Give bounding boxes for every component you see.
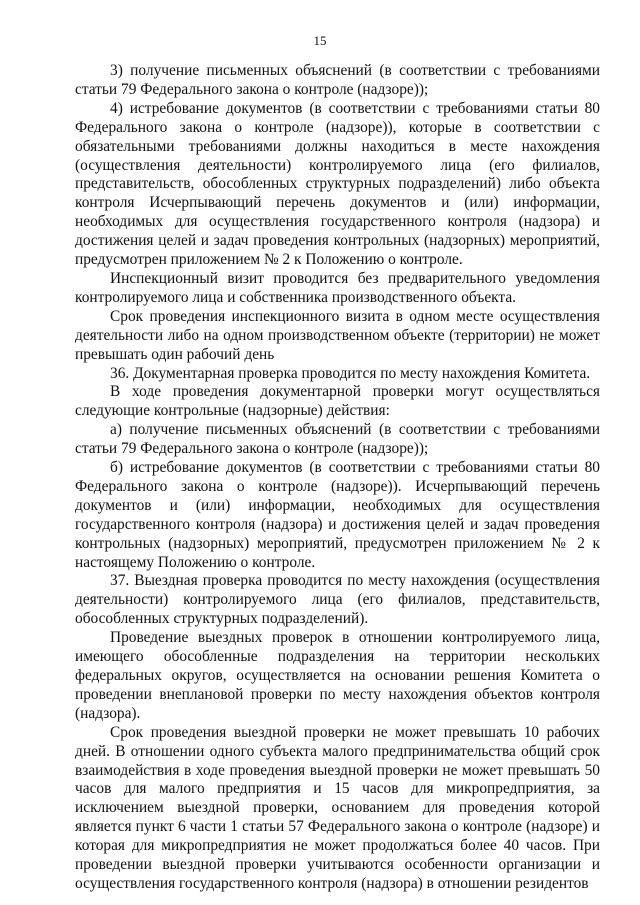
paragraph-item-3: 3) получение письменных объяснений (в соответствии с требованиями статьи 79 Федерального закона о контроле (надзоре)); <box>75 62 600 98</box>
paragraph-item-b: б) истребование документов (в соответствии с требованиями статьи 80 Федерального закона о контроле (надзоре)). Исчерпывающий перечень документов и (или) информации, необходимых для осуществления государственного контроля (надзора) и достижения целей и задач проведения контрольных (надзорных) мероприятий, предусмотрен приложением № 2 к настоящему Положению о контроле. <box>75 459 600 571</box>
paragraph-field-check-term: Срок проведения выездной проверки не может превышать 10 рабочих дней. В отношении одного субъекта малого предпринимательства общий срок взаимодействия в ходе проведения выездной проверки не может превышать 50 часов для малого предприятия и 15 часов для микропредприятия, за исключением выездной проверки, основанием для проведения которой является пункт 6 части 1 статьи 57 Федерального закона о контроле (надзоре) и которая для микропредприятия не может продолжаться более 40 часов. При проведении выездной проверки учитываются особенности организации и осуществления государственного контроля (надзора) в отношении резидентов <box>75 723 600 892</box>
paragraph-document-check-actions: В ходе проведения документарной проверки могут осуществляться следующие контрольные (надзорные) действия: <box>75 383 600 420</box>
paragraph-item-a: а) получение письменных объяснений (в соответствии с требованиями статьи 79 Федерального закона о контроле (надзоре)); <box>75 421 600 458</box>
document-body <box>75 62 600 894</box>
paragraph-field-checks: Проведение выездных проверок в отношении контролируемого лица, имеющего обособленные подразделения на территории нескольких федеральных округов, осуществляется на основании решения Комитета о проведении внеплановой проверки по месту нахождения объектов контроля (надзора). <box>75 629 600 722</box>
page-number: 15 <box>313 33 327 48</box>
paragraph-item-4: 4) истребование документов (в соответствии с требованиями статьи 80 Федерального закона о контроле (надзоре)), которые в соответствии с обязательными требованиями должны находиться в месте нахождения (осуществления деятельности) контролируемого лица (его филиалов, представительств, обособленных структурных подразделений) либо объекта контроля Исчерпывающий перечень документов и (или) информации, необходимых для осуществления государственного контроля (надзора) и достижения целей и задач проведения контрольных (надзорных) мероприятий, предусмотрен приложением № 2 к Положению о контроле. <box>75 99 600 269</box>
paragraph-section-37: 37. Выездная проверка проводится по месту нахождения (осуществления деятельности) контролируемого лица (его филиалов, представительств, обособленных структурных подразделений). <box>75 572 600 628</box>
paragraph-inspection-visit-term: Срок проведения инспекционного визита в одном месте осуществления деятельности либо на одном производственном объекте (территории) не может превышать один рабочий день <box>75 307 600 363</box>
paragraph-inspection-visit: Инспекционный визит проводится без предварительного уведомления контролируемого лица и собственника производственного объекта. <box>75 269 600 306</box>
paragraph-section-36: 36. Документарная проверка проводится по месту нахождения Комитета. <box>110 364 591 382</box>
